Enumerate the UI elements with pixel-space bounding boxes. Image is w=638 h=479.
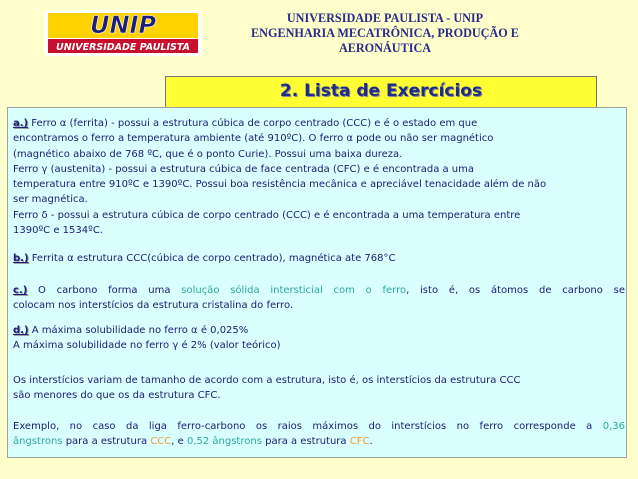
example-text-4: para a estrutura xyxy=(261,436,350,448)
item-a-line-8: 1390ºC e 1534ºC. xyxy=(13,225,103,237)
logo-subtitle: UNIVERSIDADE PAULISTA xyxy=(56,42,190,53)
header-line-3: AERONÁUTICA xyxy=(338,41,432,55)
item-c-line-1 xyxy=(13,283,625,298)
item-c-text-1: O carbono forma uma xyxy=(27,285,182,296)
item-d-line-1 xyxy=(13,323,625,338)
paragraph-interstices-line-2: são menores do que os da estrutura CFC. xyxy=(13,390,221,402)
item-a-label: a.) xyxy=(13,118,29,129)
header-line-1: UNIVERSIDADE PAULISTA - UNIP xyxy=(286,11,484,25)
item-a-line-3: (magnético abaixo de 768 ºC, que é o ponto Curie). Possui uma baixa dureza. xyxy=(13,148,403,160)
example-text-5: . xyxy=(369,436,373,448)
item-a-line-6: ser magnética. xyxy=(13,194,88,206)
page-title: 2. Lista de Exercícios xyxy=(279,81,483,101)
item-c-text-2: , isto é, os átomos de carbono se xyxy=(406,285,626,296)
item-d-label: d.) xyxy=(13,325,29,336)
example-text-1: Exemplo, no caso da liga ferro-carbono os raios máximos do interstícios no ferro corresponde a xyxy=(13,421,603,432)
item-a xyxy=(13,116,625,238)
item-d-text-1: A máxima solubilidade no ferro α é 0,025% xyxy=(28,325,249,336)
item-a-text-1: Ferro α (ferrita) - possui a estrutura cúbica de corpo centrado (CCC) e é o estado em que xyxy=(28,118,478,129)
content-box xyxy=(7,107,627,458)
item-a-line-4: Ferro γ (austenita) - possui a estrutura cúbica de face centrada (CFC) e é encontrada a uma xyxy=(13,163,475,175)
item-a-line-2: encontramos o ferro a temperatura ambiente (até 910ºC). O ferro α pode ou não ser magnético xyxy=(13,133,494,145)
item-d xyxy=(13,323,625,354)
item-b-label: b.) xyxy=(13,253,29,264)
item-c xyxy=(13,283,625,314)
example-structure-2: CFC xyxy=(349,436,370,448)
item-b xyxy=(13,251,625,266)
title-bar xyxy=(165,76,597,108)
item-a-line-7: Ferro δ - possui a estrutura cúbica de corpo centrado (CCC) e é encontrada a uma temperatura entre xyxy=(13,209,521,221)
item-a-line-1 xyxy=(13,116,625,131)
paragraph-interstices-line-1: Os interstícios variam de tamanho de acordo com a estrutura, isto é, os interstícios da estrutura CCC xyxy=(13,375,521,386)
example-structure-1: CCC xyxy=(150,436,172,448)
header-line-2: ENGENHARIA MECATRÔNICA, PRODUÇÃO E xyxy=(251,26,519,40)
example-text-2: para a estrutura xyxy=(62,436,151,448)
example-value-1: 0,36 xyxy=(602,421,625,432)
item-a-line-5: temperatura entre 910ºC e 1390ºC. Possui boa resistência mecânica e apreciável tenacidade além de não xyxy=(13,179,547,191)
paragraph-interstices xyxy=(13,373,625,404)
item-c-label: c.) xyxy=(13,285,28,296)
paragraph-example xyxy=(13,419,625,450)
example-unit-1: ângstrons xyxy=(13,436,63,448)
item-c-highlight: solução sólida intersticial com o ferro xyxy=(181,285,407,296)
unip-logo xyxy=(44,10,202,56)
item-d-line-2: A máxima solubilidade no ferro γ é 2% (valor teórico) xyxy=(13,340,281,352)
example-text-3: , e xyxy=(171,436,187,448)
paragraph-example-line-1 xyxy=(13,419,625,434)
paragraph-example-line-2 xyxy=(13,434,625,449)
item-c-line-2: colocam nos interstícios da estrutura cristalina do ferro. xyxy=(13,300,294,312)
logo-text: UNIP xyxy=(89,11,157,39)
item-b-text: Ferrita α estrutura CCC(cúbica de corpo centrado), magnética ate 768°C xyxy=(28,253,396,264)
example-value-2: 0,52 ângstrons xyxy=(186,436,262,448)
university-header xyxy=(240,11,530,56)
